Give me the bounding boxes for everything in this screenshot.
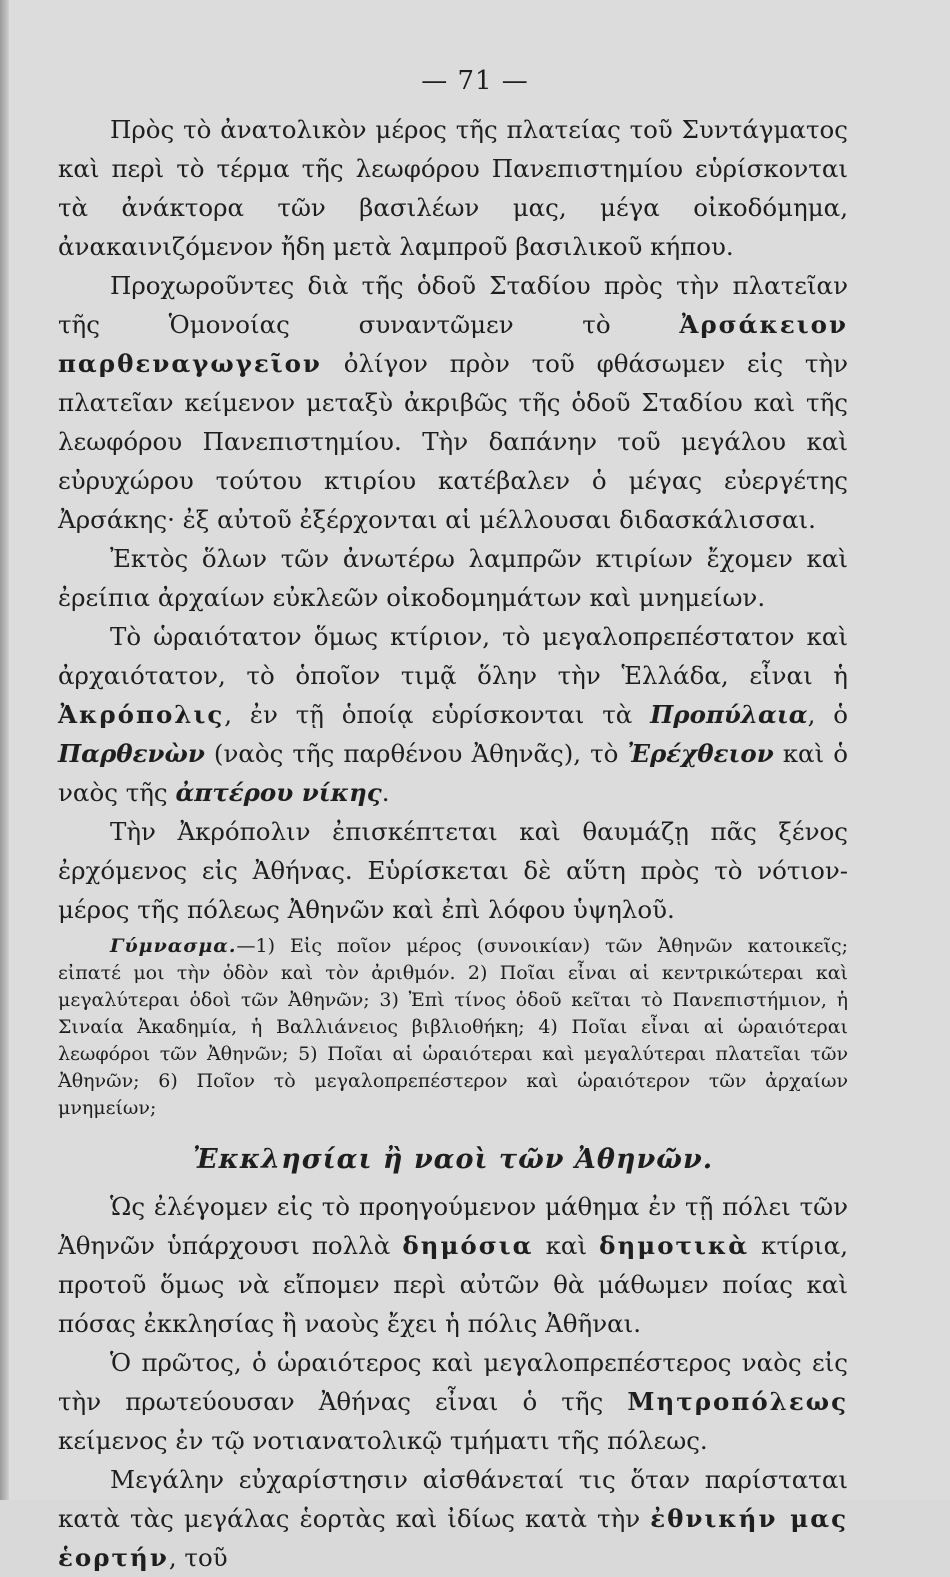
text-fragment: Τὸ ὡραιότατον ὅμως κτίριον, τὸ μεγαλοπρεπέστατον καὶ ἀρχαιότατον, τὸ ὁποῖον τιμᾷ ὅλην τὴν Ἑλλάδα, εἶναι ἡ (58, 622, 848, 690)
text-fragment: (ναὸς τῆς παρθένου Ἀθηνᾶς), τὸ (204, 739, 628, 768)
text-fragment: ὀλίγον πρὸν τοῦ φθάσωμεν εἰς τὴν πλατεῖαν κείμενον μεταξὺ ἀκριβῶς τῆς ὁδοῦ Σταδίου καὶ τῆς λεωφόρου Πανεπιστημίου. Τὴν δαπάνην τοῦ μεγάλου καὶ εὐρυχώρου τούτου κτιρίου κατέβαλεν ὁ μέγας εὐεργέτης Ἀρσάκης· ἐξ αὐτοῦ ἐξέρχονται αἱ μέλλουσαι διδασκάλισσαι. (58, 349, 848, 534)
acropolis-bold: Ἀκρόπολις (58, 700, 225, 729)
nike-italic: ἀπτέρου νίκης (175, 778, 382, 807)
text-fragment: , τοῦ (168, 1543, 228, 1572)
section-heading: Ἐκκλησίαι ἢ ναοὶ τῶν Ἀθηνῶν. (192, 1144, 714, 1175)
public-bold: δημόσια (402, 1231, 534, 1260)
text-fragment: . (381, 778, 390, 807)
text-fragment: , ἐν τῇ ὁποίᾳ εὑρίσκονται τὰ (224, 700, 651, 729)
text-fragment: Ὡς ἐλέγομεν εἰς τὸ προηγούμενον μάθημα ἐν τῇ πόλει τῶν Ἀθηνῶν ὑπάρχουσι πολλὰ (58, 1192, 848, 1260)
page-number: — 71 — (421, 66, 529, 96)
exercise-block (58, 933, 848, 1122)
municipal-bold: δημοτικὰ (599, 1231, 750, 1260)
paragraph-arsakeion (58, 266, 848, 539)
page-binding-edge (0, 0, 9, 1500)
erechtheion-italic: Ἐρέχθειον (627, 739, 774, 768)
text-fragment: Ὁ πρῶτος, ὁ ὡραιότερος καὶ μεγαλοπρεπέστερος ναὸς εἰς τὴν πρωτεύουσαν Ἀθήνας εἶναι ὁ τῆς (58, 1348, 848, 1416)
paragraph-metropolis (58, 1343, 848, 1460)
text-fragment: , ὁ (807, 700, 849, 729)
exercise-questions: —1) Εἰς ποῖον μέρος (συνοικίαν) τῶν Ἀθηνῶν κατοικεῖς; εἰπατέ μοι τὴν ὁδὸν καὶ τὸν ἀριθμόν. 2) Ποῖαι εἶναι αἱ κεντρικώτεραι καὶ μεγαλύτεραι ὁδοὶ τῶν Ἀθηνῶν; 3) Ἐπὶ τίνος ὁδοῦ κεῖται τὸ Πανεπιστήμιον, ἡ Σιναία Ἀκαδημία, ἡ Βαλλιάνειος βιβλιοθήκη; 4) Ποῖαι εἶναι αἱ ὡραιότεραι λεωφόροι τῶν Ἀθηνῶν; 5) Ποῖαι αἱ ὡραιότεραι καὶ μεγαλύτεραι πλατεῖαι τῶν Ἀθηνῶν; 6) Ποῖον τὸ μεγαλοπρεπέστερον καὶ ὡραιότερον τῶν ἀρχαίων μνημείων; (58, 935, 848, 1119)
paragraph-palace: Πρὸς τὸ ἀνατολικὸν μέρος τῆς πλατείας τοῦ Συντάγματος καὶ περὶ τὸ τέρμα τῆς λεωφόρου Πανεπιστημίου εὑρίσκονται τὰ ἀνάκτορα τῶν βασιλέων μας, μέγα οἰκοδόμημα, ἀνακαινιζόμενον ἤδη μετὰ λαμπροῦ βασιλικοῦ κήπου. (58, 115, 848, 261)
propylaia-italic: Προπύλαια (650, 700, 808, 729)
paragraph-ruins: Ἐκτὸς ὅλων τῶν ἀνωτέρω λαμπρῶν κτιρίων ἔχομεν καὶ ἐρείπια ἀρχαίων εὐκλεῶν οἰκοδομημάτων καὶ μνημείων. (58, 544, 848, 612)
text-fragment: κτίρια, προτοῦ ὅμως νὰ εἴπομεν περὶ αὐτῶν θὰ μάθωμεν ποίας καὶ πόσας ἐκκλησίας ἢ ναοὺς ἔχει ἡ πόλις Ἀθῆναι. (58, 1231, 848, 1338)
text-fragment: Προχωροῦντες διὰ τῆς ὁδοῦ Σταδίου πρὸς τὴν πλατεῖαν τῆς Ὁμονοίας συναντῶμεν τὸ (58, 271, 848, 339)
national-holiday-bold: ἐθνικήν μας ἑορτήν (58, 1504, 848, 1572)
exercise-label: Γύμνασμα. (110, 935, 237, 957)
text-fragment: Μεγάλην εὐχαρίστησιν αἰσθάνεταί τις ὅταν παρίσταται κατὰ τὰς μεγάλας ἑορτὰς καὶ ἰδίως κατὰ τὴν (58, 1465, 848, 1533)
paragraph-national-holiday (58, 1460, 848, 1577)
text-fragment: καὶ ὁ ναὸς τῆς (58, 739, 848, 807)
text-fragment: καὶ (533, 1231, 600, 1260)
paragraph-acropolis (58, 617, 848, 812)
page-body (58, 110, 848, 1577)
metropolis-bold: Μητροπόλεως (627, 1387, 848, 1416)
arsakeion-bold: Ἀρσάκειον παρθεναγωγεῖον (58, 310, 848, 378)
paragraph-acropolis-visit: Τὴν Ἀκρόπολιν ἐπισκέπτεται καὶ θαυμάζῃ πᾶς ξένος ἐρχόμενος εἰς Ἀθήνας. Εὑρίσκεται δὲ αὕτη πρὸς τὸ νότιον-μέρος τῆς πόλεως Ἀθηνῶν καὶ ἐπὶ λόφου ὑψηλοῦ. (58, 817, 848, 924)
parthenon-italic: Παρθενὼν (58, 739, 205, 768)
paragraph-churches-intro (58, 1187, 848, 1343)
text-fragment: κείμενος ἐν τῷ νοτιανατολικῷ τμήματι τῆς πόλεως. (58, 1426, 708, 1455)
